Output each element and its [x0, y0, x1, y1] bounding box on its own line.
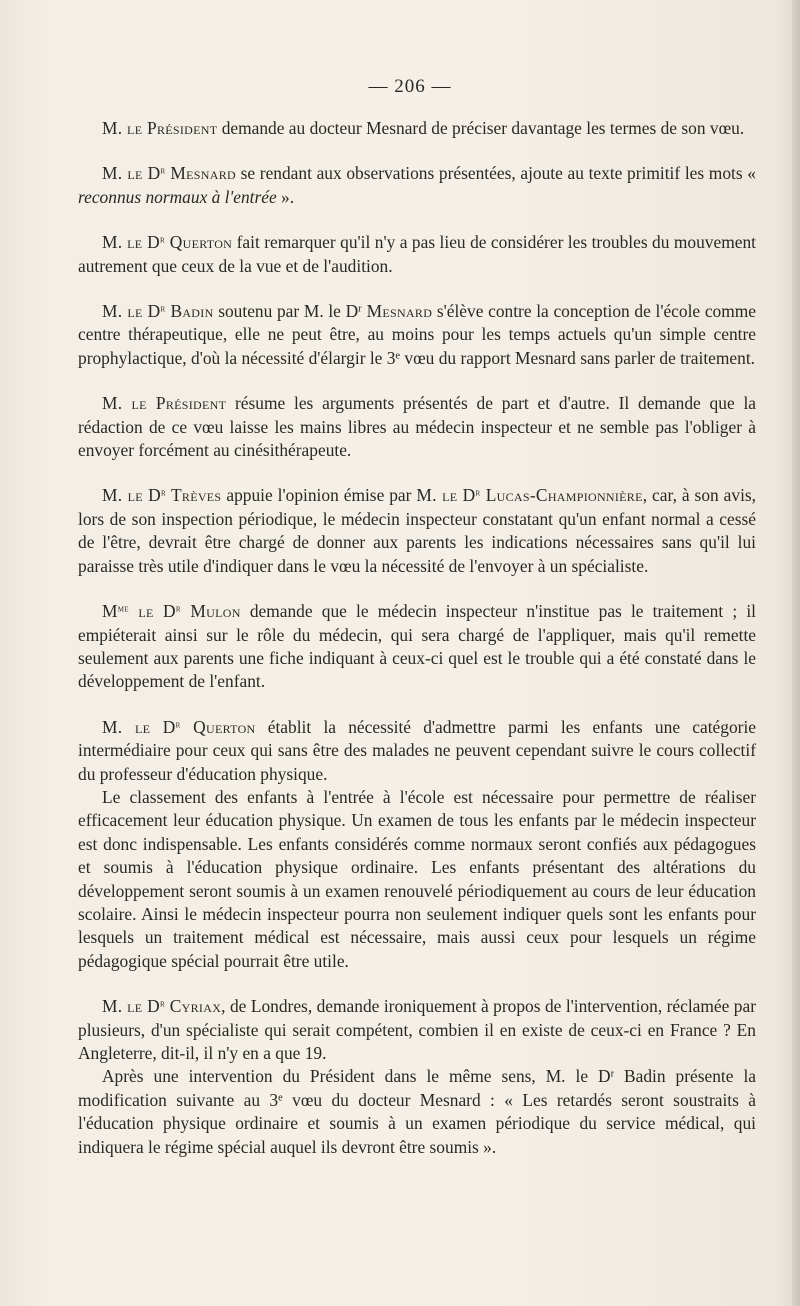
paragraph-9: Le classement des enfants à l'entrée à l'école est nécessaire pour permettre de réaliser efficacement leur éducation physique. Un examen de tous les enfants par le médecin inspecteur est donc indispensable. Les enfants considérés comme normaux seront confiés aux pédagogues et soumis à l'éducation physique ordinaire. Les enfants présentant des altérations du développement seront soumis à un examen renouvelé périodiquement au cours de leur éducation scolaire. Ainsi le médecin inspecteur pourra non seulement indiquer quels sont les enfants pour lesquels un traitement médical est nécessaire, mais aussi ceux pour lesquels un régime pédagogique spécial pourrait être utile. [78, 786, 756, 971]
paragraph-10: M. le $D^r$ Cyriax, de Londres, demande ironiquement à propos de l'intervention, réclamée par plusieurs, d'un spécialiste qui serait compétent, combien il en existe de ceux-ci en France ? En Angleterre, dit-il, il n'y en a que 19. [78, 996, 757, 1063]
speaker: M. le $D^r$ Querton [102, 716, 256, 737]
speaker: M. le Président [102, 118, 218, 138]
paragraph-4: M. le $D^r$ Badin soutenu par M. le $D^r$ Mesnard s'élève contre la conception de l'école comme centre thérapeutique, elle ne peut être, au moins pour les temps actuels qu'un simple centre prophylactique, d'où la nécessité d'élargir le 3e vœu du rapport Mesnard sans parler de traitement. [78, 301, 757, 368]
paragraph-6: M. le $D^r$ Trèves appuie l'opinion émise par M. le $D^r$ Lucas-Championnière, car, à son avis, lors de son inspection périodique, le médecin inspecteur constatant qu'un enfant normal a cessé de l'être, devrait être chargé de donner aux parents les indications nécessaires sans qu'il lui paraisse très utile d'indiquer dans le vœu la nécessité de l'envoyer à un spécialiste. [78, 485, 757, 576]
speaker: M. le $D^r$ Querton [102, 232, 233, 253]
page-edge-shadow [792, 0, 800, 1306]
paragraph-2: M. le $D^r$ Mesnard se rendant aux observations présentées, ajoute au texte primitif les mots « reconnus normaux à l'entrée ». [78, 163, 756, 207]
paragraph-8: M. le $D^r$ Querton établit la nécessité d'admettre parmi les enfants une catégorie intermédiaire pour ceux qui sans être des malades ne peuvent cependant suivre le cours collectif du professeur d'éducation physique. [78, 716, 756, 784]
page-number: — 206 — [368, 76, 452, 97]
body-text [78, 117, 756, 1159]
paragraph-1: M. le Président demande au docteur Mesnard de préciser davantage les termes de son vœu. [102, 118, 745, 138]
speaker-2: M. le $D^r$ Lucas-Championnière [416, 485, 643, 506]
paragraph-5: M. le Président résume les arguments présentés de part et d'autre. Il demande que la rédaction de ce vœu laisse les mains libres au médecin inspecteur et ne semble pas l'obliger à envoyer forcément au cinésithérapeute. [78, 393, 756, 461]
speaker: M. le $D^r$ Cyriax [102, 996, 222, 1017]
paragraph-3: M. le $D^r$ Querton fait remarquer qu'il n'y a pas lieu de considérer les troubles du mouvement autrement que ceux de la vue et de l'audition. [78, 232, 756, 276]
speaker: M. le $D^r$ Trèves [102, 485, 222, 506]
speaker: M. le Président [102, 393, 227, 414]
speaker: M. le $D^r$ Mesnard [102, 163, 236, 184]
paragraph-11: Après une intervention du Président dans le même sens, M. le $D^r$ Badin présente la modification suivante au 3e vœu du docteur Mesnard : « Les retardés seront soustraits à l'éducation physique ordinaire et soumis à un examen périodique du service médical, qui indiquera le régime spécial auquel ils devront être soumis ». [78, 1066, 756, 1157]
speaker: M. le $D^r$ Badin [102, 301, 214, 322]
paragraph-7: $M^{me}$ le $D^r$ Mulon demande que le médecin inspecteur n'institue pas le traitement ; il empiéterait ainsi sur le rôle du médecin, qui sera chargé de l'appliquer, mais qu'il remette seulement aux parents une fiche indiquant à ceux-ci quel est le trouble qui a été constaté dans le développement de l'enfant. [78, 601, 756, 692]
speaker: $M^{me}$ le $D^r$ Mulon [102, 601, 241, 622]
